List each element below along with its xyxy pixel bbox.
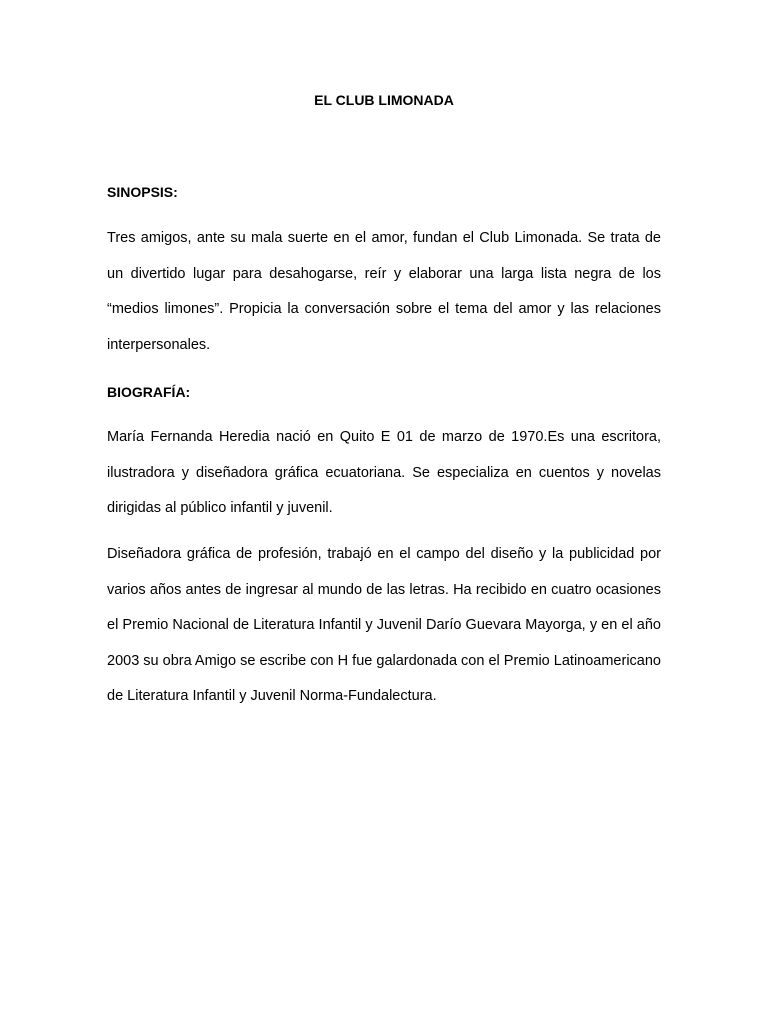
document-title: EL CLUB LIMONADA — [314, 92, 454, 108]
biografia-paragraph-1: María Fernanda Heredia nació en Quito E 01 de marzo de 1970.Es una escritora, ilustradora y diseñadora gráfica ecuatoriana. Se especializa en cuentos y novelas dirigidas al público infantil y juvenil. — [107, 429, 661, 517]
biografia-heading: BIOGRAFÍA: — [107, 384, 191, 400]
biografia-paragraph-2: Diseñadora gráfica de profesión, trabajó en el campo del diseño y la publicidad por varios años antes de ingresar al mundo de las letras. Ha recibido en cuatro ocasiones el Premio Nacional de Literatura Infantil y Juvenil Darío Guevara Mayorga, y en el año 2003 su obra Amigo se escribe con H fue galardonada con el Premio Latinoamericano de Literatura Infantil y Juvenil Norma-Fundalectura. — [107, 546, 661, 705]
sinopsis-heading: SINOPSIS: — [107, 184, 178, 200]
sinopsis-paragraph: Tres amigos, ante su mala suerte en el amor, fundan el Club Limonada. Se trata de un divertido lugar para desahogarse, reír y elaborar una larga lista negra de los “medios limones”. Propicia la conversación sobre el tema del amor y las relaciones interpersonales. — [107, 230, 661, 353]
